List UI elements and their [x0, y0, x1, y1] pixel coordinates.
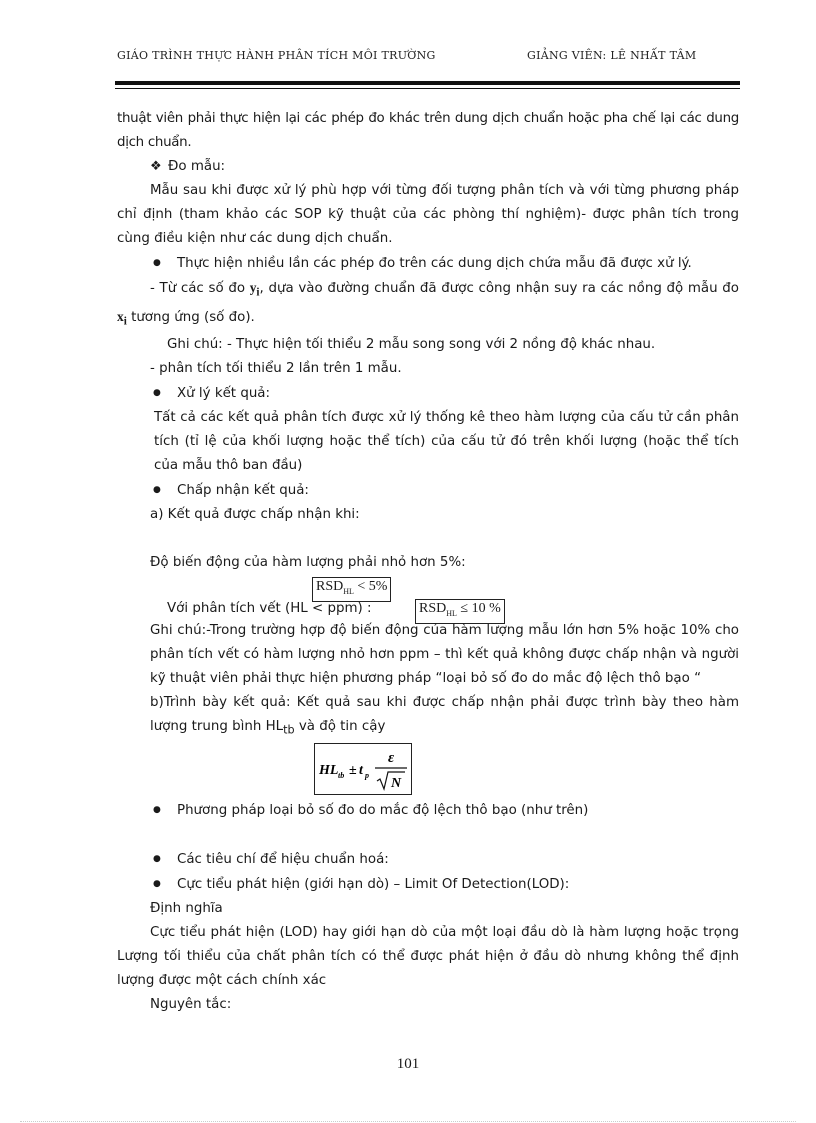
- paragraph: thuật viên phải thực hiện lại các phép đo khác trên dung dịch chuẩn hoặc pha chế lại các dung dịch chuẩn.: [117, 111, 739, 150]
- sub-heading-dinh-nghia: Định nghĩa: [150, 901, 223, 917]
- trace-label: Với phân tích vết (HL < ppm) :: [167, 601, 372, 617]
- heading-text: Đo mẫu:: [168, 159, 226, 174]
- bullet-icon: ●: [153, 805, 161, 816]
- diamond-bullet-icon: ❖: [150, 159, 162, 174]
- sub-heading-nguyen-tac: Nguyên tắc:: [150, 997, 232, 1013]
- formula-tb: tb: [338, 771, 345, 781]
- formula-n: N: [391, 776, 402, 792]
- formula-epsilon: ε: [388, 750, 395, 767]
- bullet-text: Các tiêu chí để hiệu chuẩn hoá:: [177, 852, 389, 868]
- running-header-title: GIÁO TRÌNH THỰC HÀNH PHÂN TÍCH MÔI TRƯỜNG: [117, 49, 436, 62]
- subscript: tb: [283, 724, 295, 738]
- spacer: [117, 527, 739, 551]
- bullet-item: [117, 847, 739, 872]
- header-rule-thick: [115, 81, 740, 85]
- bullet-item: [117, 872, 739, 897]
- bullet-icon: ●: [153, 879, 161, 890]
- bullet-item: [117, 478, 739, 503]
- paragraph: [117, 276, 739, 333]
- page-body: [117, 107, 739, 1017]
- sub-heading-a: a) Kết quả được chấp nhận khi:: [150, 507, 360, 523]
- section-heading-do-mau: [117, 155, 739, 179]
- text: và độ tin cậy: [294, 719, 386, 735]
- bullet-text: Xử lý kết quả:: [177, 386, 271, 402]
- var-x: $x_i$: [117, 308, 127, 328]
- rsd-trace-row: [117, 597, 739, 619]
- rsd-criterion-row: [117, 575, 739, 597]
- rsd-intro: Độ biến động của hàm lượng phải nhỏ hơn 5%:: [150, 555, 466, 571]
- bullet-item: [117, 251, 739, 276]
- note-line: - phân tích tối thiểu 2 lần trên 1 mẫu.: [150, 361, 402, 377]
- confidence-formula-row: [117, 743, 739, 798]
- page-number: 101: [396, 1056, 420, 1072]
- bullet-text: Chấp nhận kết quả:: [177, 483, 309, 499]
- header-rule-thin: [115, 88, 740, 89]
- paragraph: Ghi chú:-Trong trường hợp độ biến động của hàm lượng mẫu lớn hơn 5% hoặc 10% cho phân tích vết có hàm lượng nhỏ hơn ppm – thì kết quả không được chấp nhận và người kỹ thuật viên phải thực hiện phương pháp “loại bỏ số đo do mắc độ lệch thô bạo “: [150, 623, 739, 687]
- formula-hl: HL: [319, 763, 339, 779]
- bullet-icon: ●: [153, 854, 161, 865]
- var-y: $y_i$: [249, 280, 260, 299]
- note-line: Ghi chú: - Thực hiện tối thiểu 2 mẫu song song với 2 nồng độ khác nhau.: [167, 337, 656, 353]
- bullet-item: [117, 798, 739, 823]
- bullet-text: Phương pháp loại bỏ số đo do mắc độ lệch thô bạo (như trên): [177, 803, 589, 819]
- bullet-item: [117, 381, 739, 406]
- paragraph: Tất cả các kết quả phân tích được xử lý thống kê theo hàm lượng của cấu tử cần phân tích (tỉ lệ của khối lượng hoặc thể tích) của cấu tử đó trên khối lượng (hoặc thể tích của mẫu thô ban đầu): [154, 410, 739, 474]
- bullet-text: Cực tiểu phát hiện (giới hạn dò) – Limit Of Detection(LOD):: [177, 877, 570, 893]
- formula-t: t: [359, 763, 363, 779]
- bullet-icon: ●: [153, 388, 161, 399]
- rsd-trace-formula-box: $RSD_{HL} \le 10$ %: [415, 599, 505, 624]
- bullet-text: Thực hiện nhiều lần các phép đo trên các dung dịch chứa mẫu đã được xử lý.: [177, 256, 692, 271]
- text: - Từ các số đo: [150, 281, 250, 296]
- text: , dựa vào đường chuẩn đã được công nhận suy ra các nồng độ mẫu đo: [259, 281, 739, 296]
- page-edge-dotted-line: [20, 1121, 796, 1122]
- text: tương ứng (số đo).: [126, 309, 255, 325]
- rsd-formula-box: $RSD_{HL} < 5\%$: [312, 577, 391, 602]
- paragraph: Cực tiểu phát hiện (LOD) hay giới hạn dò của một loại đầu dò là hàm lượng hoặc trọng Lượng tối thiểu của chất phân tích có thể được phát hiện ở đầu dò nhưng không thể định lượng được một cách chính xác: [117, 925, 739, 989]
- paragraph: Mẫu sau khi được xử lý phù hợp với từng đối tượng phân tích và với từng phương pháp chỉ định (tham khảo các SOP kỹ thuật của các phòng thí nghiệm)- được phân tích trong cùng điều kiện như các dung dịch chuẩn.: [117, 183, 739, 246]
- formula-p: p: [365, 771, 369, 781]
- bullet-icon: ●: [153, 485, 161, 496]
- paragraph: [117, 691, 739, 743]
- running-header-author: GIẢNG VIÊN: LÊ NHẤT TÂM: [527, 49, 697, 62]
- bullet-icon: ●: [153, 258, 161, 268]
- formula-pm: ±: [349, 763, 357, 779]
- confidence-formula: [314, 743, 412, 795]
- spacer: [117, 823, 739, 847]
- text: b)Trình bày kết quả: Kết quả sau khi được chấp nhận phải được trình bày theo hàm lượng trung bình HL: [150, 695, 739, 735]
